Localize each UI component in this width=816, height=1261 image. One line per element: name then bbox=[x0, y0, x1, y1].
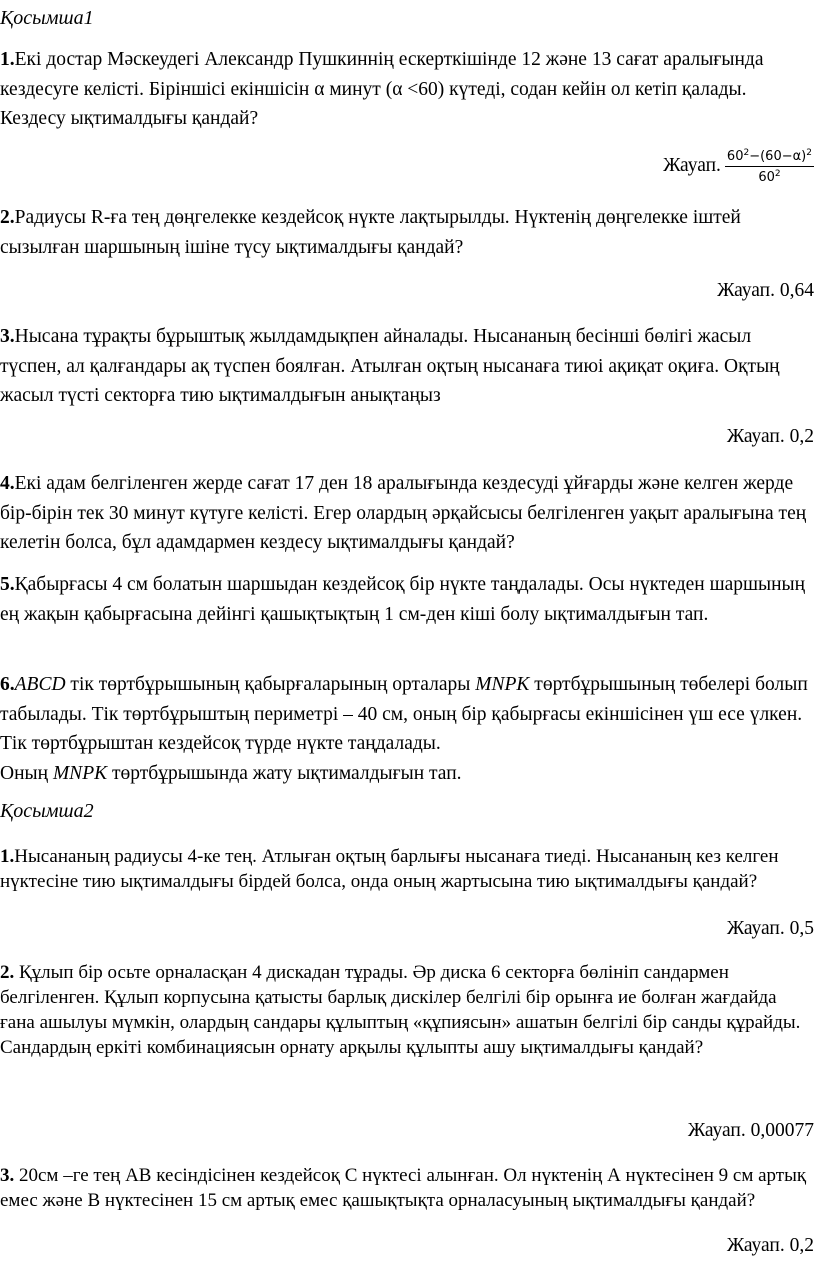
appendix2-question-2 bbox=[0, 960, 812, 1060]
appendix2-question-3 bbox=[0, 1163, 812, 1213]
question-text-cont: төртбұрышының төбелері болып табылады. Тік төртбұрыштың периметрі – 40 см, оның бір қабырғасы екіншісінен үш есе үлкен. Тік төртбұрыштан кездейсоқ түрде нүкте таңдалады. bbox=[0, 674, 808, 754]
appendix1-answer-1 bbox=[663, 143, 814, 189]
question-number: 1. bbox=[0, 846, 15, 867]
question-text: тік төртбұрышының қабырғаларының орталары bbox=[65, 674, 476, 695]
appendix2-answer-2: Жауап. 0,00077 bbox=[687, 1120, 814, 1141]
appendix1-answer-3: Жауап. 0,2 bbox=[726, 426, 814, 447]
question-text: Екі достар Мәскеудегі Александр Пушкиннің ескерткішінде 12 және 13 сағат аралығында кездесуге келісті. Біріншісі екіншісін α минут (α <60) күтеді, содан кейін ол кетіп қалады. Кездесу ықтималдығы қандай? bbox=[0, 49, 764, 129]
question-number: 6. bbox=[0, 674, 15, 695]
fraction-numerator: $60^2-(60-\alpha)^2$ bbox=[725, 148, 814, 167]
appendix2-answer-3: Жауап. 0,2 bbox=[726, 1235, 814, 1256]
quadrilateral-name-2: MNPK bbox=[52, 762, 108, 784]
quadrilateral-name: MNPK bbox=[475, 674, 530, 695]
appendix2-title: Қосымша2 bbox=[0, 800, 94, 822]
appendix1-question-6 bbox=[0, 670, 812, 788]
appendix1-question-2 bbox=[0, 203, 812, 262]
question-text: Қабырғасы 4 см болатын шаршыдан кездейсоқ бір нүкте таңдалады. Осы нүктеден шаршының ең жақын қабырғасына дейінгі қашықтықтың 1 см-ден кіші болу ықтималдығын тап. bbox=[0, 574, 806, 625]
question-text-end: төртбұрышында жату ықтималдығын тап. bbox=[107, 762, 462, 784]
answer-label: Жауап. bbox=[663, 155, 721, 176]
question-text: 20см –ге тең AB кесіндісінен кездейсоқ С нүктесі алынған. Ол нүктенің А нүктесінен 9 см артық емес және В нүктесінен 15 см артық емес қашықтықта орналасуының ықтималдығы қандай? bbox=[0, 1165, 807, 1211]
appendix2-answer-1: Жауап. 0,5 bbox=[726, 918, 814, 939]
question-number: 2. bbox=[0, 207, 15, 228]
rectangle-name: ABCD bbox=[14, 674, 66, 695]
appendix1-title: Қосымша1 bbox=[0, 7, 94, 29]
question-text: Нысана тұрақты бұрыштық жылдамдықпен айналады. Нысананың бесінші бөлігі жасыл түспен, ал қалғандары ақ түспен боялған. Атылған оқтың нысанаға тиюі ақиқат оқиға. Оқтың жасыл түсті секторға тию ықтималдығын анықтаңыз bbox=[0, 326, 780, 406]
appendix1-answer-2: Жауап. 0,64 bbox=[717, 280, 814, 301]
question-text: Радиусы R-ға тең дөңгелекке кездейсоқ нүкте лақтырылды. Нүктенің дөңгелекке іштей сызылған шаршының ішіне түсу ықтималдығы қандай? bbox=[0, 207, 741, 258]
question-number: 3. bbox=[0, 1165, 15, 1186]
question-text: Құлып бір осьте орналасқан 4 дискадан тұрады. Әр диска 6 секторға бөлініп сандармен белгіленген. Құлып корпусына қатысты барлық дискілер белгілі бір орынға ие болған жағдайда ғана ашылуы мүмкін, олардың сандары құлыптың «құпиясын» ашатын белгілі бір санды құрайды. Сандардың еркіті комбинациясын орнату арқылы құлыпты ашу ықтималдығы қандай? bbox=[0, 962, 801, 1058]
appendix1-question-3 bbox=[0, 322, 812, 411]
appendix1-question-5 bbox=[0, 570, 812, 629]
appendix1-question-1 bbox=[0, 45, 812, 134]
question-number: 4. bbox=[0, 473, 15, 494]
question-number: 5. bbox=[0, 574, 15, 595]
question-text: Екі адам белгіленген жерде сағат 17 ден 18 аралығында кездесуді ұйғарды және келген жерде бір-бірін тек 30 минут күтуге келісті. Егер олардың әрқайсысы белгіленген уақыт аралығына тең келетін болса, бұл адамдармен кездесу ықтималдығы қандай? bbox=[0, 473, 807, 553]
appendix2-question-1 bbox=[0, 844, 812, 894]
appendix1-question-4 bbox=[0, 469, 812, 558]
answer-fraction bbox=[725, 148, 814, 185]
question-number: 2. bbox=[0, 962, 15, 983]
question-text: Нысананың радиусы 4-ке тең. Атлыған оқтың барлығы нысанаға тиеді. Нысананың кез келген нүктесіне тию ықтималдығы бірдей болса, онда оның жартысына тию ықтималдығы қандай? bbox=[0, 846, 779, 892]
question-number: 1. bbox=[0, 49, 15, 70]
fraction-denominator: $60^2$ bbox=[758, 168, 781, 185]
question-number: 3. bbox=[0, 326, 15, 347]
question-text-line: Оның bbox=[0, 762, 53, 784]
